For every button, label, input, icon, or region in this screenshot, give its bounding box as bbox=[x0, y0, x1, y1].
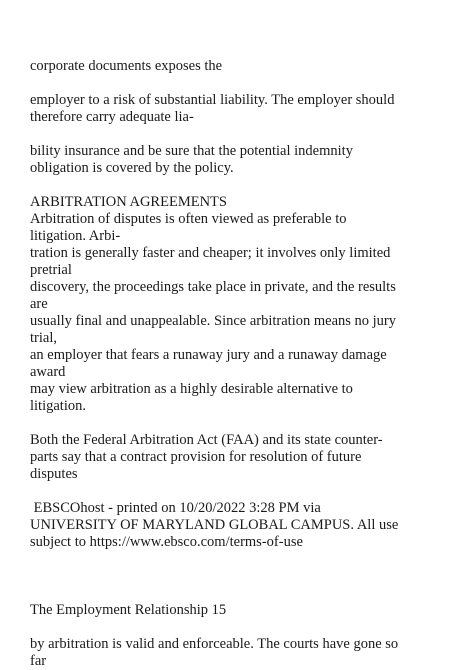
text-line: employer to a risk of substantial liability. The employer should bbox=[30, 92, 395, 108]
text-line: may view arbitration as a highly desirable alternative to bbox=[30, 381, 353, 397]
text-line: obligation is covered by the policy. bbox=[30, 160, 234, 176]
ebsco-notice-line: UNIVERSITY OF MARYLAND GLOBAL CAMPUS. All use bbox=[30, 517, 399, 533]
text-line: Arbitration of disputes is often viewed as preferable to bbox=[30, 211, 347, 227]
text-line: are bbox=[30, 296, 48, 312]
text-line: an employer that fears a runaway jury and a runaway damage bbox=[30, 347, 387, 363]
text-line: discovery, the proceedings take place in private, and the results bbox=[30, 279, 396, 295]
text-line: trial, bbox=[30, 330, 57, 346]
text-line: corporate documents exposes the bbox=[30, 58, 223, 74]
terms-of-use-line: subject to https://www.ebsco.com/terms-of-use bbox=[30, 534, 303, 550]
text-line: pretrial bbox=[30, 262, 72, 278]
text-line: disputes bbox=[30, 466, 78, 482]
text-line: by arbitration is valid and enforceable. The courts have gone so bbox=[30, 636, 399, 652]
ebsco-notice-line: EBSCOhost - printed on 10/20/2022 3:28 PM via bbox=[30, 500, 321, 516]
text-line: litigation. Arbi- bbox=[30, 228, 121, 244]
text-line: Both the Federal Arbitration Act (FAA) and its state counter- bbox=[30, 432, 383, 448]
text-line: tration is generally faster and cheaper; it involves only limited bbox=[30, 245, 391, 261]
text-line: parts say that a contract provision for resolution of future bbox=[30, 449, 362, 465]
text-line: usually final and unappealable. Since arbitration means no jury bbox=[30, 313, 397, 329]
text-line: award bbox=[30, 364, 66, 380]
text-line: litigation. bbox=[30, 398, 86, 414]
text-line: bility insurance and be sure that the potential indemnity bbox=[30, 143, 353, 159]
running-header: The Employment Relationship 15 bbox=[30, 602, 227, 618]
text-line: far bbox=[30, 653, 47, 669]
text-line: therefore carry adequate lia- bbox=[30, 109, 194, 125]
section-heading: ARBITRATION AGREEMENTS bbox=[30, 194, 227, 210]
